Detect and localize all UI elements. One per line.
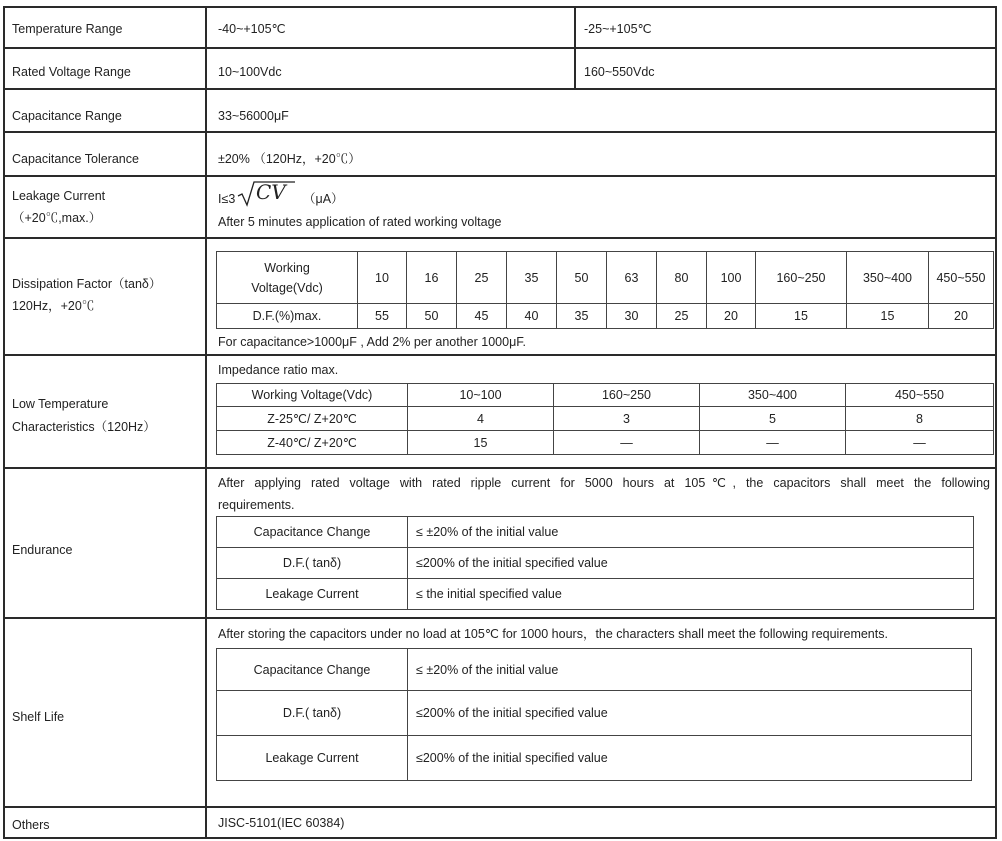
lt-value-cell: 8 bbox=[846, 407, 994, 431]
row-divider bbox=[3, 617, 997, 619]
temperature-range-value-2: -25~+105℃ bbox=[584, 22, 652, 36]
lt-row-label: Z-40℃/ Z+20℃ bbox=[217, 431, 408, 455]
df-value-cell: 20 bbox=[929, 304, 994, 329]
df-voltage-cell: 35 bbox=[507, 252, 557, 304]
capacitance-range-label: Capacitance Range bbox=[12, 109, 122, 123]
row-divider bbox=[3, 806, 997, 808]
lt-value-cell: — bbox=[700, 431, 846, 455]
df-value-cell: 20 bbox=[707, 304, 756, 329]
endurance-item-key: D.F.( tanδ) bbox=[217, 548, 408, 579]
capacitance-tolerance-value: ±20% （120Hz，+20℃） bbox=[218, 152, 361, 166]
impedance-ratio-table bbox=[216, 383, 994, 455]
df-value-cell: 25 bbox=[657, 304, 707, 329]
df-voltage-cell: 16 bbox=[407, 252, 457, 304]
row-divider bbox=[3, 237, 997, 239]
lt-value-cell: — bbox=[554, 431, 700, 455]
lt-row-label: Z-25℃/ Z+20℃ bbox=[217, 407, 408, 431]
lt-value-cell: 4 bbox=[408, 407, 554, 431]
df-header-cell bbox=[217, 252, 358, 304]
dissipation-factor-label: Dissipation Factor（tanδ） bbox=[12, 277, 162, 291]
endurance-item-value: ≤200% of the initial specified value bbox=[408, 548, 974, 579]
rated-voltage-value-2: 160~550Vdc bbox=[584, 65, 655, 79]
df-value-cell: 40 bbox=[507, 304, 557, 329]
shelf-item-key: D.F.( tanδ) bbox=[217, 691, 408, 736]
shelf-item-value: ≤200% of the initial specified value bbox=[408, 691, 972, 736]
shelf-item-value: ≤ ±20% of the initial value bbox=[408, 649, 972, 691]
row-divider bbox=[3, 47, 997, 49]
endurance-text-line2: requirements. bbox=[218, 498, 295, 512]
df-voltage-cell: 25 bbox=[457, 252, 507, 304]
lt-header-cell: 450~550 bbox=[846, 384, 994, 407]
endurance-label: Endurance bbox=[12, 543, 73, 557]
temperature-range-label: Temperature Range bbox=[12, 22, 123, 36]
lt-header-cell: 350~400 bbox=[700, 384, 846, 407]
endurance-item-key: Capacitance Change bbox=[217, 517, 408, 548]
shelf-life-requirements-table bbox=[216, 648, 972, 781]
shelf-life-text: After storing the capacitors under no load at 105℃ for 1000 hours，the characters shall meet the following requirements. bbox=[218, 627, 888, 641]
lt-value-cell: 3 bbox=[554, 407, 700, 431]
others-value: JISC-5101(IEC 60384) bbox=[218, 816, 345, 830]
rated-voltage-value-1: 10~100Vdc bbox=[218, 65, 282, 79]
endurance-item-value: ≤ ±20% of the initial value bbox=[408, 517, 974, 548]
capacitance-range-value: 33~56000μF bbox=[218, 109, 289, 123]
lt-header-cell: Working Voltage(Vdc) bbox=[217, 384, 408, 407]
df-voltage-cell: 100 bbox=[707, 252, 756, 304]
row-divider bbox=[3, 467, 997, 469]
df-label-cell: D.F.(%)max. bbox=[217, 304, 358, 329]
shelf-item-key: Leakage Current bbox=[217, 736, 408, 781]
capacitance-tolerance-label: Capacitance Tolerance bbox=[12, 152, 139, 166]
dissipation-factor-sublabel: 120Hz，+20℃ bbox=[12, 299, 95, 313]
row-divider bbox=[3, 175, 997, 177]
leakage-formula-cv: CV bbox=[256, 180, 286, 204]
row-divider bbox=[3, 88, 997, 90]
dissipation-factor-table bbox=[216, 251, 994, 329]
df-header-line1: Working bbox=[264, 260, 310, 275]
df-value-cell: 50 bbox=[407, 304, 457, 329]
lt-header-cell: 160~250 bbox=[554, 384, 700, 407]
others-label: Others bbox=[12, 818, 50, 832]
lt-header-cell: 10~100 bbox=[408, 384, 554, 407]
df-voltage-cell: 160~250 bbox=[756, 252, 847, 304]
df-value-cell: 15 bbox=[756, 304, 847, 329]
rated-voltage-label: Rated Voltage Range bbox=[12, 65, 131, 79]
df-voltage-cell: 350~400 bbox=[847, 252, 929, 304]
df-voltage-cell: 50 bbox=[557, 252, 607, 304]
df-header-line2: Voltage(Vdc) bbox=[251, 280, 323, 295]
lt-value-cell: 15 bbox=[408, 431, 554, 455]
low-temp-label: Low Temperature bbox=[12, 397, 109, 411]
df-value-cell: 45 bbox=[457, 304, 507, 329]
lt-value-cell: — bbox=[846, 431, 994, 455]
impedance-ratio-caption: Impedance ratio max. bbox=[218, 363, 339, 377]
shelf-life-label: Shelf Life bbox=[12, 710, 65, 724]
df-value-cell: 35 bbox=[557, 304, 607, 329]
endurance-item-key: Leakage Current bbox=[217, 579, 408, 610]
df-value-cell: 15 bbox=[847, 304, 929, 329]
shelf-item-key: Capacitance Change bbox=[217, 649, 408, 691]
df-voltage-cell: 10 bbox=[358, 252, 407, 304]
leakage-formula-prefix: I≤3 bbox=[218, 192, 236, 206]
low-temp-sublabel: Characteristics（120Hz） bbox=[12, 420, 156, 434]
shelf-item-value: ≤200% of the initial specified value bbox=[408, 736, 972, 781]
endurance-text-line1: After applying rated voltage with rated ripple current for 5000 hours at 105℃, the capacitors shall meet the following bbox=[218, 476, 990, 490]
leakage-formula-unit: （μA） bbox=[303, 192, 344, 206]
df-voltage-cell: 80 bbox=[657, 252, 707, 304]
endurance-item-value: ≤ the initial specified value bbox=[408, 579, 974, 610]
leakage-current-label: Leakage Current bbox=[12, 189, 106, 203]
df-value-cell: 55 bbox=[358, 304, 407, 329]
df-value-cell: 30 bbox=[607, 304, 657, 329]
row-divider bbox=[3, 131, 997, 133]
endurance-requirements-table bbox=[216, 516, 974, 610]
leakage-current-sublabel: （+20℃,max.） bbox=[12, 211, 102, 225]
lt-value-cell: 5 bbox=[700, 407, 846, 431]
df-voltage-cell: 63 bbox=[607, 252, 657, 304]
temperature-range-value-1: -40~+105℃ bbox=[218, 22, 286, 36]
df-voltage-cell: 450~550 bbox=[929, 252, 994, 304]
dissipation-factor-note: For capacitance>1000μF , Add 2% per another 1000μF. bbox=[218, 335, 527, 349]
row-divider bbox=[3, 354, 997, 356]
leakage-current-note: After 5 minutes application of rated working voltage bbox=[218, 215, 502, 229]
